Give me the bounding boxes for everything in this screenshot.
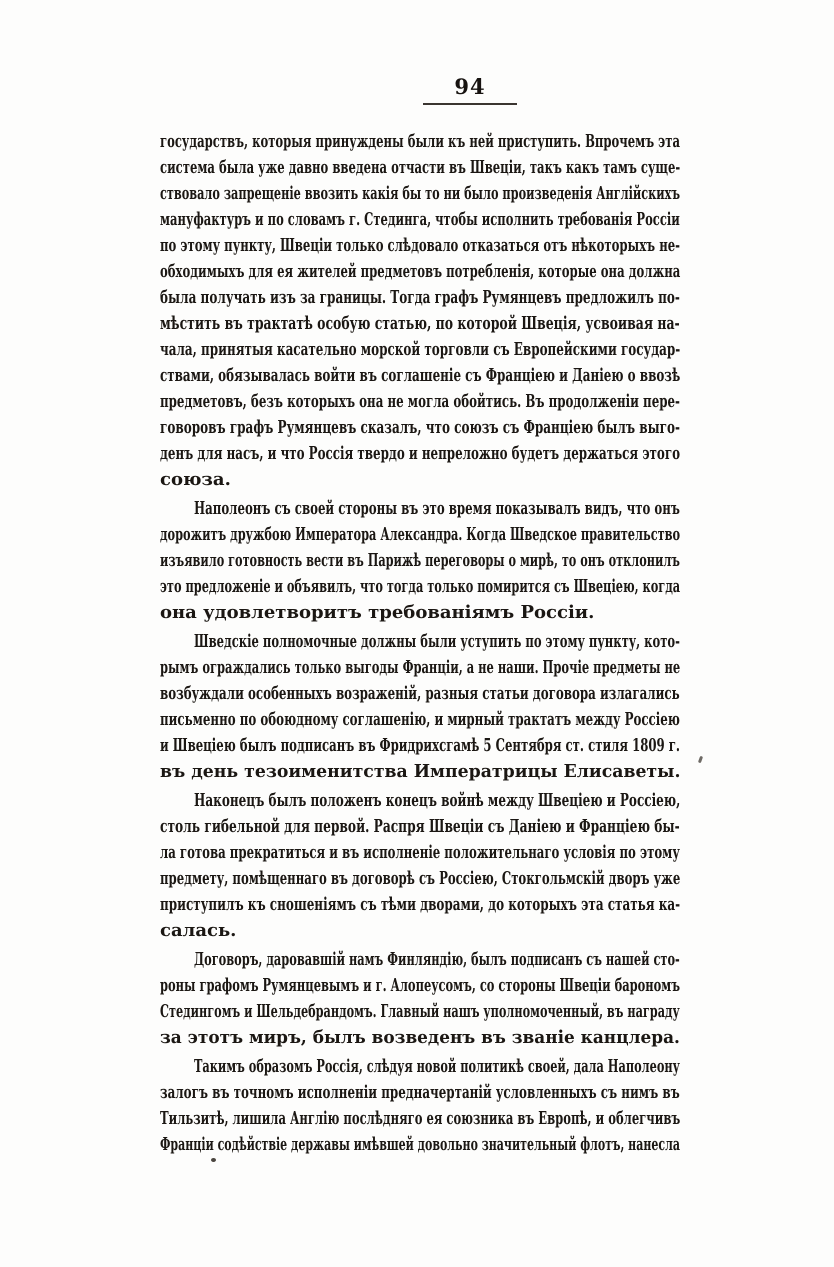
text-line: рымъ ограждались только выгоды Франціи, а не наши. Прочіе предметы не	[160, 657, 681, 678]
page-number: 94	[454, 74, 486, 99]
text-line: была получать изъ за границы. Тогда графъ Румянцевъ предложилъ по-	[160, 287, 680, 308]
text-line: за этотъ миръ, былъ возведенъ въ званіе канцлера.	[160, 1027, 680, 1048]
text-line: ствами, обязывалась войти въ соглашеніе съ Франціею и Даніею о ввозѣ	[160, 365, 681, 386]
text-line: Тильзитѣ, лишила Англію послѣдняго ея союзника въ Европѣ, и облегчивъ	[160, 1108, 681, 1129]
text-line: это предложеніе и объявилъ, что тогда только помирится съ Швеціею, когда	[160, 576, 681, 597]
text-line: мѣстить въ трактатѣ особую статью, по которой Швеція, усвоивая на-	[160, 313, 680, 334]
text-line: салась.	[160, 920, 237, 941]
text-line: и Швеціею былъ подписанъ въ Фридрихсгамѣ 5 Сентября ст. стиля 1809 г.	[160, 735, 680, 756]
text-line: чала, принятыя касательно морской торговли съ Европейскими государ-	[160, 339, 681, 360]
text-line: Стедингомъ и Шельдебрандомъ. Главный нашъ уполномоченный, въ награду	[160, 1001, 680, 1022]
paragraph	[160, 496, 680, 626]
paragraph	[160, 788, 680, 944]
text-line: возбуждали особенныхъ возраженій, разныя статьи договора излагались	[160, 683, 680, 704]
header-rule	[423, 103, 517, 105]
text-line: письменно по обоюдному соглашенію, и мирный трактатъ между Россіею	[160, 709, 680, 730]
text-line: дорожитъ дружбою Императора Александра. Когда Шведское правительство	[160, 524, 681, 545]
paragraph	[160, 129, 680, 493]
text-line: залогъ въ точномъ исполненіи предначертаній условленныхъ съ нимъ въ	[160, 1082, 680, 1103]
text-line: по этому пункту, Швеціи только слѣдовало отказаться отъ нѣкоторыхъ не-	[160, 235, 681, 256]
text-line: говоровъ графъ Румянцевъ сказалъ, что союзъ съ Франціею былъ выго-	[160, 417, 680, 438]
text-line: предмету, помѣщеннаго въ договорѣ съ Россіею, Стокгольмскій дворъ уже	[160, 868, 681, 889]
text-line: Такимъ образомъ Россія, слѣдуя новой политикѣ своей, дала Наполеону	[194, 1056, 680, 1077]
text-line: изъявило готовность вести въ Парижѣ переговоры о мирѣ, то онъ отклонилъ	[160, 550, 680, 571]
text-line: роны графомъ Румянцевымъ и г. Алопеусомъ, со стороны Швеціи барономъ	[160, 975, 680, 996]
text-line: ствовало запрещеніе ввозить какія бы то ни было произведенія Англійскихъ	[160, 183, 681, 204]
text-line: Франціи содѣйствіе державы имѣвшей довольно значительный флотъ, нанесла	[160, 1134, 680, 1155]
page-header	[423, 76, 517, 105]
text-line: государствъ, которыя принуждены были къ ней приступить. Впрочемъ эта	[160, 131, 680, 152]
ink-speck	[211, 1158, 216, 1162]
text-line: столь гибельной для первой. Распря Швеціи съ Даніею и Франціею бы-	[160, 816, 680, 837]
paragraph	[160, 947, 680, 1051]
text-line: въ день тезоименитства Императрицы Елисаветы.	[160, 761, 681, 782]
text-line: Наполеонъ съ своей стороны въ это время показывалъ видъ, что онъ	[194, 498, 680, 519]
text-line: приступилъ къ сношеніямъ съ тѣми дворами, до которыхъ эта статья ка-	[160, 894, 681, 915]
text-line: денъ для насъ, и что Россія твердо и непреложно будетъ держаться этого	[160, 443, 681, 464]
ink-speck	[698, 756, 703, 764]
text-line: система была уже давно введена отчасти въ Швеціи, такъ какъ тамъ суще-	[160, 157, 681, 178]
text-line: союза.	[160, 469, 231, 490]
text-line: Наконецъ былъ положенъ конецъ войнѣ между Швеціею и Россіею,	[194, 790, 681, 811]
text-line: предметовъ, безъ которыхъ она не могла обойтись. Въ продолженіи пере-	[160, 391, 680, 412]
text-line: Шведскіе полномочные должны были уступить по этому пункту, кото-	[194, 631, 680, 652]
text-line: мануфактуръ и по словамъ г. Стединга, чтобы исполнить требованія Россіи	[160, 209, 680, 230]
paragraph	[160, 629, 680, 785]
text-line: обходимыхъ для ея жителей предметовъ потребленія, которые она должна	[160, 261, 681, 282]
text-line: она удовлетворитъ требованіямъ Россіи.	[160, 602, 595, 623]
text-line: Договоръ, даровавшій намъ Финляндію, былъ подписанъ съ нашей сто-	[194, 949, 680, 970]
text-line: ла готова прекратиться и въ исполненіе положительнаго условія по этому	[160, 842, 680, 863]
text-block	[160, 129, 680, 1161]
paragraph	[160, 1054, 680, 1158]
